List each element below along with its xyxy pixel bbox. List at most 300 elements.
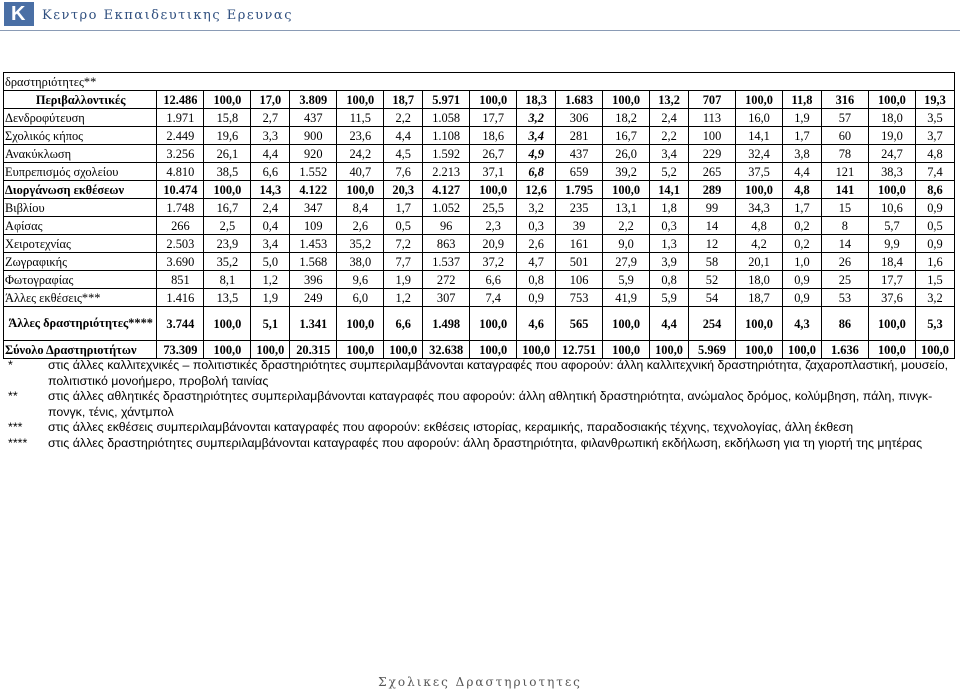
table-cell: 109 bbox=[290, 217, 337, 235]
table-cell: 1.971 bbox=[157, 109, 204, 127]
table-cell: 15 bbox=[821, 199, 868, 217]
table-cell: 3,9 bbox=[650, 253, 689, 271]
table-cell: 9,6 bbox=[337, 271, 384, 289]
table-cell: 100,0 bbox=[204, 341, 251, 359]
table-cell: 0,8 bbox=[650, 271, 689, 289]
table-cell: 437 bbox=[290, 109, 337, 127]
section-label: δραστηριότητες** bbox=[4, 73, 955, 91]
table-cell: 2.503 bbox=[157, 235, 204, 253]
table-cell: 38,3 bbox=[868, 163, 915, 181]
table-cell: 4,8 bbox=[783, 181, 822, 199]
table-cell: 26,0 bbox=[603, 145, 650, 163]
table-cell: 100,0 bbox=[384, 341, 423, 359]
table-cell: 100,0 bbox=[868, 341, 915, 359]
table-cell: 39,2 bbox=[603, 163, 650, 181]
table-cell: 8 bbox=[821, 217, 868, 235]
table-cell: 5,1 bbox=[251, 307, 290, 341]
table-cell: 1,9 bbox=[783, 109, 822, 127]
table-row bbox=[4, 199, 955, 217]
table-cell: 5.971 bbox=[423, 91, 470, 109]
table-cell: 3.256 bbox=[157, 145, 204, 163]
table-cell: 18,7 bbox=[384, 91, 423, 109]
table-row bbox=[4, 109, 955, 127]
table-cell: 78 bbox=[821, 145, 868, 163]
table-cell: 3.809 bbox=[290, 91, 337, 109]
table-cell: 37,5 bbox=[736, 163, 783, 181]
table-cell: 100,0 bbox=[736, 91, 783, 109]
table-cell: 18,0 bbox=[868, 109, 915, 127]
table-cell: 0,9 bbox=[783, 271, 822, 289]
table-cell: 707 bbox=[688, 91, 735, 109]
table-cell: 100,0 bbox=[470, 341, 517, 359]
table-cell: 100,0 bbox=[470, 91, 517, 109]
table-cell: 1,2 bbox=[384, 289, 423, 307]
table-cell: 659 bbox=[556, 163, 603, 181]
table-cell: 3,4 bbox=[517, 127, 556, 145]
table-row bbox=[4, 145, 955, 163]
table-cell: 8,1 bbox=[204, 271, 251, 289]
table-row bbox=[4, 289, 955, 307]
table-cell: 12,6 bbox=[517, 181, 556, 199]
row-label: Ανακύκλωση bbox=[4, 145, 157, 163]
table-cell: 1,2 bbox=[251, 271, 290, 289]
table-cell: 3,2 bbox=[517, 199, 556, 217]
footnotes bbox=[8, 358, 953, 451]
table-cell: 26,7 bbox=[470, 145, 517, 163]
logo-letter: K bbox=[11, 3, 26, 25]
table-cell: 16,7 bbox=[204, 199, 251, 217]
table-cell: 16,0 bbox=[736, 109, 783, 127]
table-cell: 1,0 bbox=[783, 253, 822, 271]
table-cell: 121 bbox=[821, 163, 868, 181]
table-cell: 272 bbox=[423, 271, 470, 289]
table-cell: 26 bbox=[821, 253, 868, 271]
table-cell: 100,0 bbox=[783, 341, 822, 359]
table-cell: 4,8 bbox=[736, 217, 783, 235]
table-cell: 1,9 bbox=[251, 289, 290, 307]
table-cell: 4,8 bbox=[915, 145, 954, 163]
table-cell: 4,3 bbox=[783, 307, 822, 341]
table-cell: 18,0 bbox=[736, 271, 783, 289]
table-cell: 100,0 bbox=[650, 341, 689, 359]
row-label: Σχολικός κήπος bbox=[4, 127, 157, 145]
table-cell: 100,0 bbox=[517, 341, 556, 359]
table-row bbox=[4, 341, 955, 359]
footnote-mark: * bbox=[8, 358, 13, 372]
table-row bbox=[4, 163, 955, 181]
footnote-mark: **** bbox=[8, 435, 28, 450]
table-cell: 307 bbox=[423, 289, 470, 307]
table-cell: 41,9 bbox=[603, 289, 650, 307]
table-cell: 3,2 bbox=[915, 289, 954, 307]
table-cell: 2,3 bbox=[470, 217, 517, 235]
table-cell: 1.416 bbox=[157, 289, 204, 307]
row-label: Άλλες εκθέσεις*** bbox=[4, 289, 157, 307]
table-cell: 1,3 bbox=[650, 235, 689, 253]
table-cell: 100,0 bbox=[337, 341, 384, 359]
table-cell: 52 bbox=[688, 271, 735, 289]
table-row bbox=[4, 181, 955, 199]
table-cell: 14,1 bbox=[736, 127, 783, 145]
table-cell: 4,9 bbox=[517, 145, 556, 163]
table-cell: 20,1 bbox=[736, 253, 783, 271]
table-cell: 3,4 bbox=[251, 235, 290, 253]
section-label-row bbox=[4, 73, 955, 91]
table-cell: 34,3 bbox=[736, 199, 783, 217]
table-cell: 1,7 bbox=[384, 199, 423, 217]
table-cell: 100,0 bbox=[204, 181, 251, 199]
table-cell: 18,7 bbox=[736, 289, 783, 307]
table-cell: 1.052 bbox=[423, 199, 470, 217]
row-label: Χειροτεχνίας bbox=[4, 235, 157, 253]
footnote bbox=[8, 420, 953, 436]
table-cell: 5,2 bbox=[650, 163, 689, 181]
table-cell: 437 bbox=[556, 145, 603, 163]
table-cell: 32.638 bbox=[423, 341, 470, 359]
table-cell: 100,0 bbox=[470, 307, 517, 341]
table-cell: 8,4 bbox=[337, 199, 384, 217]
table-cell: 2,5 bbox=[204, 217, 251, 235]
table-cell: 7,4 bbox=[915, 163, 954, 181]
table-cell: 229 bbox=[688, 145, 735, 163]
table-cell: 13,1 bbox=[603, 199, 650, 217]
table-cell: 920 bbox=[290, 145, 337, 163]
table-cell: 1.795 bbox=[556, 181, 603, 199]
table-cell: 11,8 bbox=[783, 91, 822, 109]
table-cell: 265 bbox=[688, 163, 735, 181]
table-cell: 57 bbox=[821, 109, 868, 127]
table-cell: 3,8 bbox=[783, 145, 822, 163]
table-cell: 99 bbox=[688, 199, 735, 217]
table-cell: 23,6 bbox=[337, 127, 384, 145]
table-cell: 10.474 bbox=[157, 181, 204, 199]
table-cell: 9,0 bbox=[603, 235, 650, 253]
table-cell: 100,0 bbox=[603, 307, 650, 341]
table-cell: 0,9 bbox=[915, 199, 954, 217]
table-row bbox=[4, 217, 955, 235]
table-cell: 73.309 bbox=[157, 341, 204, 359]
table-cell: 2,2 bbox=[603, 217, 650, 235]
table-cell: 6,0 bbox=[337, 289, 384, 307]
table-cell: 100,0 bbox=[736, 341, 783, 359]
row-label: Δενδροφύτευση bbox=[4, 109, 157, 127]
row-label: Βιβλίου bbox=[4, 199, 157, 217]
table-cell: 4,4 bbox=[783, 163, 822, 181]
table-cell: 10,6 bbox=[868, 199, 915, 217]
table-cell: 23,9 bbox=[204, 235, 251, 253]
header-divider bbox=[0, 30, 960, 31]
table-cell: 4.127 bbox=[423, 181, 470, 199]
table-cell: 100,0 bbox=[251, 341, 290, 359]
table-cell: 4.810 bbox=[157, 163, 204, 181]
table-cell: 0,3 bbox=[650, 217, 689, 235]
table-cell: 1.453 bbox=[290, 235, 337, 253]
table-cell: 6,6 bbox=[384, 307, 423, 341]
table-cell: 24,2 bbox=[337, 145, 384, 163]
table-cell: 9,9 bbox=[868, 235, 915, 253]
table-cell: 100,0 bbox=[603, 91, 650, 109]
table-cell: 2,2 bbox=[384, 109, 423, 127]
table-cell: 27,9 bbox=[603, 253, 650, 271]
table-cell: 38,5 bbox=[204, 163, 251, 181]
table-cell: 281 bbox=[556, 127, 603, 145]
table-cell: 0,9 bbox=[783, 289, 822, 307]
table-cell: 900 bbox=[290, 127, 337, 145]
table-row bbox=[4, 307, 955, 341]
row-label: Διοργάνωση εκθέσεων bbox=[4, 181, 157, 199]
table-cell: 1.683 bbox=[556, 91, 603, 109]
table-cell: 2,4 bbox=[650, 109, 689, 127]
table-cell: 18,4 bbox=[868, 253, 915, 271]
table-cell: 1.537 bbox=[423, 253, 470, 271]
table-cell: 13,5 bbox=[204, 289, 251, 307]
table-cell: 32,4 bbox=[736, 145, 783, 163]
table-cell: 141 bbox=[821, 181, 868, 199]
table-cell: 7,2 bbox=[384, 235, 423, 253]
table-cell: 2.213 bbox=[423, 163, 470, 181]
table-cell: 161 bbox=[556, 235, 603, 253]
table-cell: 100,0 bbox=[204, 91, 251, 109]
table-cell: 3,7 bbox=[915, 127, 954, 145]
table-cell: 7,7 bbox=[384, 253, 423, 271]
table-cell: 16,7 bbox=[603, 127, 650, 145]
table-cell: 1,7 bbox=[783, 127, 822, 145]
table-cell: 249 bbox=[290, 289, 337, 307]
table-cell: 17,7 bbox=[470, 109, 517, 127]
footnote-text: στις άλλες καλλιτεχνικές – πολιτιστικές δραστηριότητες συμπεριλαμβάνονται καταγραφές που αφορούν: άλλη καλλιτεχνική δραστηριότητα, ζαχαροπλαστική, μουσείο, πολιτιστικό μονοήμερο, προβολή ταινίας bbox=[48, 358, 949, 388]
table-body bbox=[4, 73, 955, 359]
page-header bbox=[0, 0, 960, 28]
table-cell: 14,1 bbox=[650, 181, 689, 199]
table-cell: 19,0 bbox=[868, 127, 915, 145]
table-cell: 19,6 bbox=[204, 127, 251, 145]
table-cell: 5,0 bbox=[251, 253, 290, 271]
footnote-text: στις άλλες αθλητικές δραστηριότητες συμπεριλαμβάνονται καταγραφές που αφορούν: άλλη αθλητική δραστηριότητα, ανώμαλος δρόμος, κολύμβηση, πάλη, πινγκ-πονγκ, τένις, χάντμπολ bbox=[48, 389, 933, 419]
table-cell: 100,0 bbox=[868, 181, 915, 199]
table-cell: 4,2 bbox=[736, 235, 783, 253]
table-cell: 100,0 bbox=[470, 181, 517, 199]
table-cell: 1.568 bbox=[290, 253, 337, 271]
header-title: Κεντρο Εκπαιδευτικης Ερευνας bbox=[42, 8, 293, 23]
table-cell: 2.449 bbox=[157, 127, 204, 145]
table-cell: 3,2 bbox=[517, 109, 556, 127]
table-cell: 100,0 bbox=[603, 341, 650, 359]
footnote-mark: *** bbox=[8, 420, 23, 434]
footnote-text: στις άλλες εκθέσεις συμπεριλαμβάνονται καταγραφές που αφορούν: εκθέσεις ιστορίας, κεραμικής, παραδοσιακής τέχνης, τεχνολογίας, άλλη έκθεση bbox=[48, 420, 854, 434]
table-cell: 8,6 bbox=[915, 181, 954, 199]
table-cell: 14 bbox=[688, 217, 735, 235]
table-cell: 100,0 bbox=[868, 91, 915, 109]
table-cell: 851 bbox=[157, 271, 204, 289]
table-cell: 37,1 bbox=[470, 163, 517, 181]
table-cell: 1,8 bbox=[650, 199, 689, 217]
row-label: Ευπρεπισμός σχολείου bbox=[4, 163, 157, 181]
table-cell: 100,0 bbox=[736, 307, 783, 341]
table-cell: 753 bbox=[556, 289, 603, 307]
table-row bbox=[4, 127, 955, 145]
table-cell: 100,0 bbox=[736, 181, 783, 199]
table-cell: 235 bbox=[556, 199, 603, 217]
table-cell: 0,5 bbox=[384, 217, 423, 235]
table-cell: 266 bbox=[157, 217, 204, 235]
table-cell: 60 bbox=[821, 127, 868, 145]
table-cell: 14,3 bbox=[251, 181, 290, 199]
row-label: Περιβαλλοντικές bbox=[4, 91, 157, 109]
table-cell: 18,6 bbox=[470, 127, 517, 145]
table-cell: 13,2 bbox=[650, 91, 689, 109]
table-cell: 20,9 bbox=[470, 235, 517, 253]
table-cell: 19,3 bbox=[915, 91, 954, 109]
table-cell: 40,7 bbox=[337, 163, 384, 181]
table-cell: 4,7 bbox=[517, 253, 556, 271]
activities-table bbox=[3, 72, 955, 359]
table-cell: 12.751 bbox=[556, 341, 603, 359]
row-label: Αφίσας bbox=[4, 217, 157, 235]
row-label: Ζωγραφικής bbox=[4, 253, 157, 271]
footnote bbox=[8, 436, 953, 452]
table-cell: 0,2 bbox=[783, 235, 822, 253]
table-cell: 3.690 bbox=[157, 253, 204, 271]
table-cell: 0,8 bbox=[517, 271, 556, 289]
table-cell: 5,3 bbox=[915, 307, 954, 341]
table-cell: 106 bbox=[556, 271, 603, 289]
table-cell: 25 bbox=[821, 271, 868, 289]
table-cell: 2,6 bbox=[337, 217, 384, 235]
table-cell: 1,7 bbox=[783, 199, 822, 217]
table-cell: 565 bbox=[556, 307, 603, 341]
footnote bbox=[8, 389, 953, 420]
table-cell: 316 bbox=[821, 91, 868, 109]
table-cell: 39 bbox=[556, 217, 603, 235]
table-cell: 100,0 bbox=[915, 341, 954, 359]
table-cell: 254 bbox=[688, 307, 735, 341]
table-cell: 100 bbox=[688, 127, 735, 145]
table-cell: 0,2 bbox=[783, 217, 822, 235]
table-cell: 1.592 bbox=[423, 145, 470, 163]
table-cell: 0,4 bbox=[251, 217, 290, 235]
table-cell: 1.341 bbox=[290, 307, 337, 341]
table-cell: 0,9 bbox=[517, 289, 556, 307]
table-cell: 2,4 bbox=[251, 199, 290, 217]
table-cell: 96 bbox=[423, 217, 470, 235]
table-cell: 2,6 bbox=[517, 235, 556, 253]
table-cell: 7,6 bbox=[384, 163, 423, 181]
table-cell: 100,0 bbox=[337, 181, 384, 199]
table-cell: 18,3 bbox=[517, 91, 556, 109]
table-cell: 17,7 bbox=[868, 271, 915, 289]
table-cell: 100,0 bbox=[603, 181, 650, 199]
table-cell: 37,6 bbox=[868, 289, 915, 307]
table-cell: 5,9 bbox=[650, 289, 689, 307]
table-cell: 100,0 bbox=[337, 307, 384, 341]
table-cell: 0,9 bbox=[915, 235, 954, 253]
table-cell: 3,5 bbox=[915, 109, 954, 127]
table-cell: 35,2 bbox=[337, 235, 384, 253]
table-cell: 5,9 bbox=[603, 271, 650, 289]
table-cell: 4,4 bbox=[650, 307, 689, 341]
table-cell: 38,0 bbox=[337, 253, 384, 271]
institute-logo bbox=[4, 2, 34, 26]
table-cell: 863 bbox=[423, 235, 470, 253]
table-cell: 289 bbox=[688, 181, 735, 199]
table-cell: 306 bbox=[556, 109, 603, 127]
table-cell: 5,7 bbox=[868, 217, 915, 235]
table-cell: 396 bbox=[290, 271, 337, 289]
row-label: Σύνολο Δραστηριοτήτων bbox=[4, 341, 157, 359]
table-cell: 1,6 bbox=[915, 253, 954, 271]
table-cell: 2,7 bbox=[251, 109, 290, 127]
table-cell: 1,5 bbox=[915, 271, 954, 289]
table-cell: 1.748 bbox=[157, 199, 204, 217]
footnote bbox=[8, 358, 953, 389]
table-cell: 1.058 bbox=[423, 109, 470, 127]
table-cell: 17,0 bbox=[251, 91, 290, 109]
table-cell: 6,6 bbox=[251, 163, 290, 181]
table-cell: 3.744 bbox=[157, 307, 204, 341]
table-cell: 100,0 bbox=[337, 91, 384, 109]
table-cell: 501 bbox=[556, 253, 603, 271]
table-cell: 0,5 bbox=[915, 217, 954, 235]
table-cell: 4,5 bbox=[384, 145, 423, 163]
table-cell: 37,2 bbox=[470, 253, 517, 271]
table-cell: 5.969 bbox=[688, 341, 735, 359]
table-cell: 11,5 bbox=[337, 109, 384, 127]
table-cell: 113 bbox=[688, 109, 735, 127]
footnote-text: στις άλλες δραστηριότητες συμπεριλαμβάνονται καταγραφές που αφορούν: άλλη δραστηριότητα, φιλανθρωπική εκδήλωση, εκδήλωση για τη γιορτή της μητέρας bbox=[48, 435, 923, 450]
table-row bbox=[4, 91, 955, 109]
table-cell: 347 bbox=[290, 199, 337, 217]
footnote-mark: ** bbox=[8, 389, 18, 403]
table-cell: 12 bbox=[688, 235, 735, 253]
table-row bbox=[4, 253, 955, 271]
table-cell: 1,9 bbox=[384, 271, 423, 289]
table-cell: 20.315 bbox=[290, 341, 337, 359]
table-cell: 86 bbox=[821, 307, 868, 341]
table-cell: 4,4 bbox=[251, 145, 290, 163]
table-cell: 24,7 bbox=[868, 145, 915, 163]
table-cell: 35,2 bbox=[204, 253, 251, 271]
table-cell: 1.108 bbox=[423, 127, 470, 145]
table-cell: 18,2 bbox=[603, 109, 650, 127]
table-cell: 20,3 bbox=[384, 181, 423, 199]
table-cell: 14 bbox=[821, 235, 868, 253]
table-cell: 6,8 bbox=[517, 163, 556, 181]
table-cell: 54 bbox=[688, 289, 735, 307]
table-cell: 6,6 bbox=[470, 271, 517, 289]
table-cell: 3,4 bbox=[650, 145, 689, 163]
table-cell: 100,0 bbox=[204, 307, 251, 341]
table-cell: 12.486 bbox=[157, 91, 204, 109]
table-cell: 26,1 bbox=[204, 145, 251, 163]
table-cell: 58 bbox=[688, 253, 735, 271]
table-cell: 0,3 bbox=[517, 217, 556, 235]
table-cell: 1.552 bbox=[290, 163, 337, 181]
row-label: Φωτογραφίας bbox=[4, 271, 157, 289]
table-cell: 15,8 bbox=[204, 109, 251, 127]
table-cell: 4,4 bbox=[384, 127, 423, 145]
table-cell: 4.122 bbox=[290, 181, 337, 199]
table-row bbox=[4, 235, 955, 253]
table-cell: 4,6 bbox=[517, 307, 556, 341]
table-row bbox=[4, 271, 955, 289]
row-label: Άλλες δραστηριότητες**** bbox=[4, 307, 157, 341]
table-cell: 2,2 bbox=[650, 127, 689, 145]
table-cell: 1.498 bbox=[423, 307, 470, 341]
page-footer-title: Σχολικες Δραστηριοτητες bbox=[378, 675, 582, 689]
table-cell: 100,0 bbox=[868, 307, 915, 341]
table-cell: 3,3 bbox=[251, 127, 290, 145]
table-cell: 25,5 bbox=[470, 199, 517, 217]
